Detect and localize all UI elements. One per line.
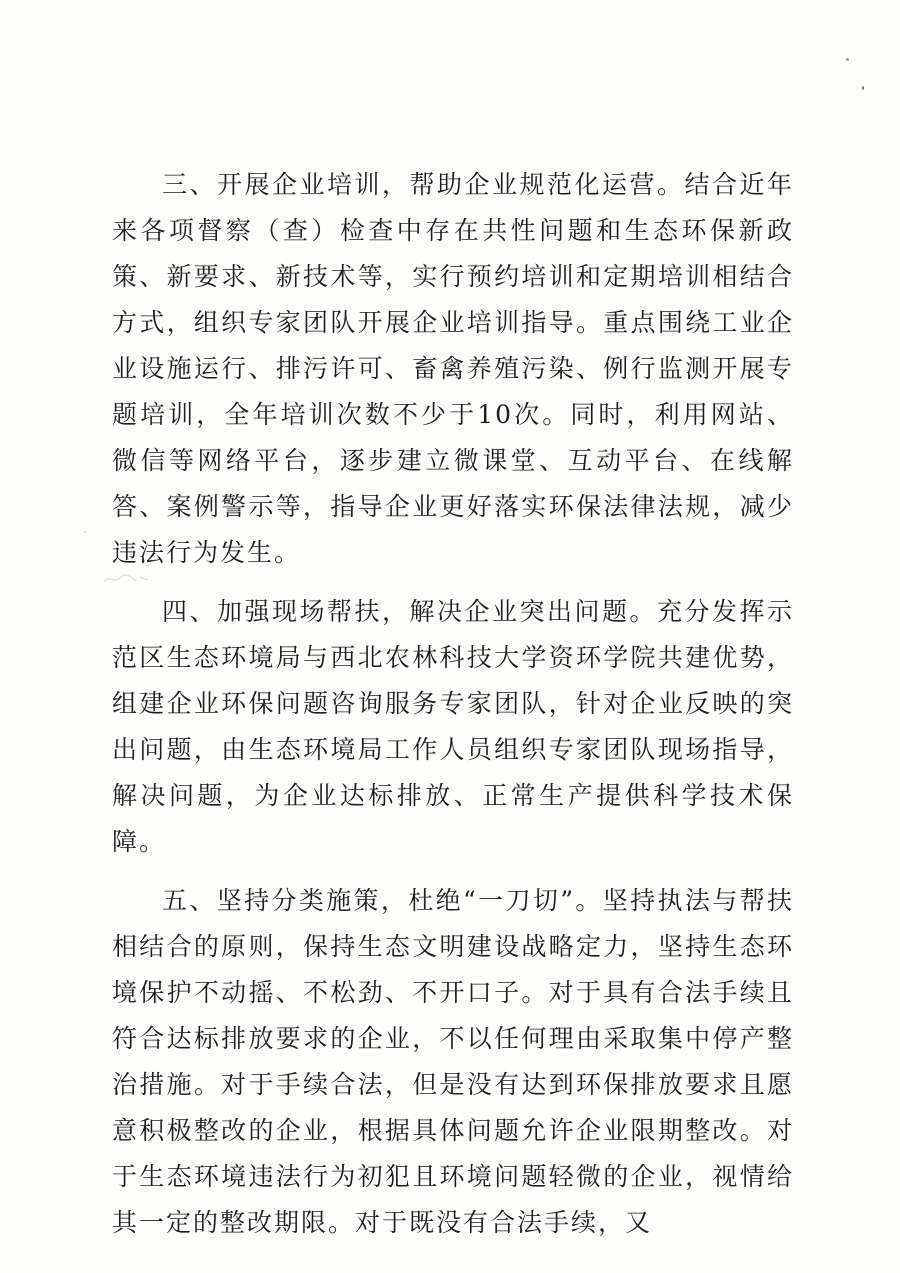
scan-speck (84, 531, 86, 533)
paragraph-enterprise-training (112, 162, 794, 576)
paragraph-text: 充分发挥示范区生态环境局与西北农林科技大学资环学院共建优势，组建企业环保问题咨询服务专家团队，针对企业反映的突出问题，由生态环境局工作人员组织专家团队现场指导，解决问题，为企业达标排放、正常生产提供科学技术保障。 (112, 597, 794, 856)
paragraph-heading: 三、开展企业培训，帮助企业规范化运营。 (162, 170, 685, 199)
scan-speck (862, 86, 864, 90)
paragraph-heading: 四、加强现场帮扶，解决企业突出问题。 (162, 597, 657, 626)
paragraph-text: 结合近年来各项督察（查）检查中存在共性问题和生态环保新政策、新要求、新技术等，实行预约培训和定期培训相结合方式，组织专家团队开展企业培训指导。重点围绕工业企业设施运行、排污许可、畜禽养殖污染、例行监测开展专题培训，全年培训次数不少于10次。同时，利用网站、微信等网络平台，逐步建立微课堂、互动平台、在线解答、案例警示等，指导企业更好落实环保法律法规，减少违法行为发生。 (112, 170, 794, 567)
scan-speck (846, 58, 849, 61)
paragraph-onsite-assistance (112, 589, 794, 865)
paragraph-heading: 五、坚持分类施策，杜绝“一刀切”。 (162, 886, 603, 915)
paragraph-classified-policy (112, 878, 794, 1246)
document-body (112, 162, 794, 1259)
paragraph-text: 坚持执法与帮扶相结合的原则，保持生态文明建设战略定力，坚持生态环境保护不动摇、不松劲、不开口子。对于具有合法手续且符合达标排放要求的企业，不以任何理由采取集中停产整治措施。对于手续合法，但是没有达到环保排放要求且愿意积极整改的企业，根据具体问题允许企业限期整改。对于生态环境违法行为初犯且环境问题轻微的企业，视情给其一定的整改期限。对于既没有合法手续，又 (112, 886, 794, 1237)
